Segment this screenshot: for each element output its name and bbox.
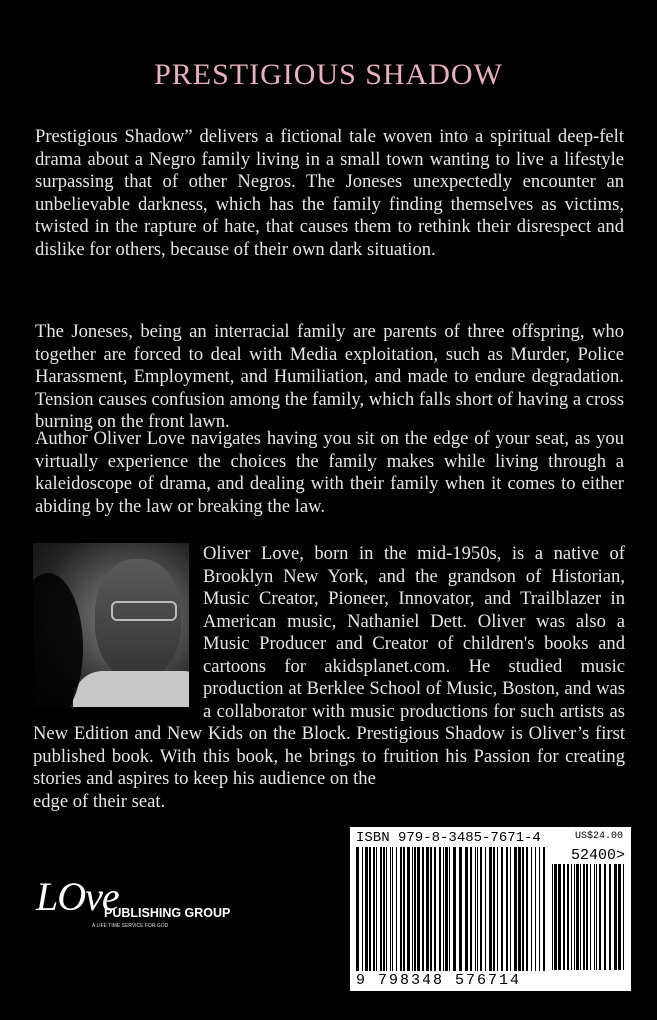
synopsis-paragraph: Author Oliver Love navigates having you sit on the edge of your seat, as you virtually experience the choices the family makes while living through a kaleidoscope of drama, and dealing with their family when it comes to either abiding by the law or breaking the law. [35, 428, 624, 517]
barcode-bar [518, 847, 521, 971]
barcode-bar [493, 847, 495, 971]
barcode-bars [356, 847, 546, 971]
barcode-bar [470, 847, 472, 971]
barcode-bar [376, 847, 377, 971]
barcode-bar [522, 847, 524, 971]
barcode-bar [422, 847, 424, 971]
barcode-bar [623, 864, 624, 970]
synopsis-paragraph: Prestigious Shadow” delivers a fictional tale woven into a spiritual deep-felt drama about a Negro family living in a small town wanting to live a lifestyle surpassing that of other Negros. The Joneses unexpectedly encounter an unbelievable darkness, which has the family finding themselves as victims, twisted in the rapture of hate, that causes them to rethink their disrespect and dislike for others, because of their own dark situation. [35, 126, 624, 260]
isbn-barcode [350, 827, 631, 991]
price-code: 52400> [570, 847, 625, 864]
barcode-bar [609, 864, 611, 970]
barcode-bar [373, 847, 375, 971]
barcode-bar [539, 847, 540, 971]
barcode-bar [599, 864, 601, 970]
publisher-logo [36, 873, 236, 943]
barcode-bar [558, 864, 561, 970]
barcode-bar [510, 847, 511, 971]
barcode-bar [400, 847, 402, 971]
barcode-bar [501, 847, 503, 971]
barcode-bar [506, 847, 508, 971]
barcode-bar [459, 847, 462, 971]
isbn-digits: 9 798348 576714 [356, 972, 522, 989]
barcode-bar [489, 847, 492, 971]
barcode-bar [552, 864, 553, 970]
barcode-bar [571, 864, 572, 970]
barcode-bar [386, 847, 387, 971]
barcode-bar [497, 847, 498, 971]
barcode-bar [526, 847, 528, 971]
barcode-bar [439, 847, 441, 971]
barcode-bar [356, 847, 359, 971]
price-label: US$24.00 [574, 831, 623, 842]
barcode-bar [414, 847, 416, 971]
barcode-bar [383, 847, 385, 971]
publisher-tagline: A LIFE TIME SERVICE FOR GOD [92, 923, 169, 929]
barcode-bar [485, 847, 486, 971]
butterfly-logo-icon: LOve [36, 874, 119, 919]
barcode-bar [514, 847, 517, 971]
barcode-bar [365, 847, 368, 971]
barcode-bar [583, 864, 585, 970]
barcode-bar [403, 847, 405, 971]
barcode-bar [449, 847, 450, 971]
publisher-name: PUBLISHING GROUP [104, 906, 231, 920]
barcode-bar [426, 847, 429, 971]
barcode-bar [604, 864, 606, 970]
isbn-label: ISBN 979-8-3485-7671-4 [356, 830, 541, 846]
author-bio [33, 543, 625, 813]
barcode-bar [480, 847, 482, 971]
barcode-bar [576, 864, 579, 970]
barcode-bar [531, 847, 532, 971]
barcode-bar [412, 847, 413, 971]
barcode-bar [362, 847, 363, 971]
barcode-bar [475, 847, 476, 971]
barcode-bar [465, 847, 468, 971]
author-bio-end: edge of their seat. [33, 790, 166, 812]
barcode-bar [535, 847, 536, 971]
barcode-bar [407, 847, 410, 971]
barcode-bar [574, 864, 575, 970]
book-title: PRESTIGIOUS SHADOW [154, 58, 503, 91]
barcode-bar [369, 847, 371, 971]
barcode-bar [417, 847, 420, 971]
barcode-bar [614, 864, 617, 970]
barcode-bar [563, 864, 565, 970]
barcode-addon-bars [552, 864, 624, 970]
barcode-bar [392, 847, 393, 971]
barcode-bar [434, 847, 436, 971]
barcode-bar [430, 847, 432, 971]
barcode-bar [396, 847, 397, 971]
barcode-bar [543, 847, 545, 971]
barcode-bar [477, 847, 478, 971]
barcode-bar [443, 847, 444, 971]
barcode-bar [453, 847, 456, 971]
author-bio-text: Oliver Love, born in the mid-1950s, is a native of Brooklyn New York, and the grandson of Historian, Music Creator, Pioneer, Innovator, and Trailblazer in American music, Nathaniel Dett. Oliver was also a Music Producer and Creator of children's books and cartoons for akidsplanet.com. He studied music production at Berklee School of Music, Boston, and was a collaborator with music productions for such artists as New Edition and New Kids on the Block. Prestigious Shadow is Oliver’s first published book. With this book, he brings to fruition his Passion for creating stories and aspires to keep his audience on the [33, 543, 625, 789]
synopsis-paragraph: The Joneses, being an interracial family are parents of three offspring, who together are forced to deal with Media exploitation, such as Murder, Police Harassment, Employment, and Humiliation, and made to endure degradation. Tension causes confusion among the family, which falls short of having a cross burning on the front lawn. [35, 321, 624, 432]
barcode-bar [580, 864, 581, 970]
barcode-bar [590, 864, 591, 970]
barcode-bar [390, 847, 391, 971]
barcode-bar [618, 864, 621, 970]
barcode-bar [554, 864, 557, 970]
barcode-bar [586, 864, 588, 970]
barcode-bar [380, 847, 382, 971]
barcode-bar [567, 864, 569, 970]
barcode-bar [445, 847, 448, 971]
barcode-bar [596, 864, 597, 970]
barcode-bar [594, 864, 595, 970]
